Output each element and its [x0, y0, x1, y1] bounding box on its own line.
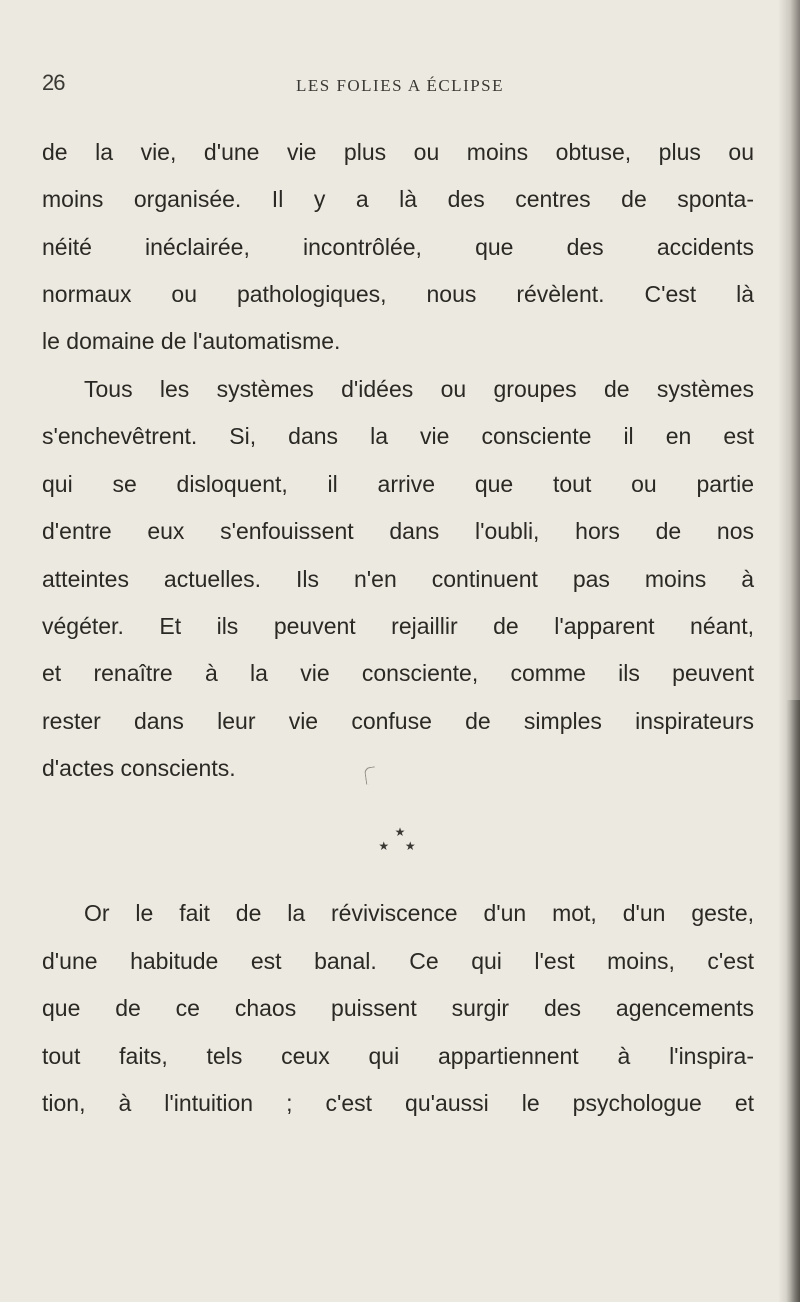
paragraph-2-line: et renaître à la vie consciente, comme ils peuvent: [42, 660, 754, 686]
paragraph-2-line: d'entre eux s'enfouissent dans l'oubli, hors de nos: [42, 518, 754, 544]
print-blemish-mark: [364, 766, 377, 784]
separator-star-top: ★: [394, 825, 406, 839]
paragraph-3-line: tout faits, tels ceux qui appartiennent à l'inspira-: [42, 1043, 754, 1069]
running-head-title: LES FOLIES A ÉCLIPSE: [295, 76, 505, 95]
paragraph-2-line: d'actes conscients.: [42, 755, 236, 781]
section-separator: [0, 825, 800, 855]
separator-stars-bottom: ★ ★: [378, 839, 422, 853]
paragraph-2-line: rester dans leur vie confuse de simples inspirateurs: [42, 708, 754, 734]
paragraph-2-line: végéter. Et ils peuvent rejaillir de l'apparent néant,: [42, 613, 754, 639]
paragraph-3-line: tion, à l'intuition ; c'est qu'aussi le psychologue et: [42, 1090, 754, 1116]
paragraph-2-line: Tous les systèmes d'idées ou groupes de systèmes: [84, 376, 754, 402]
paragraph-1-line: moins organisée. Il y a là des centres de sponta-: [42, 186, 754, 212]
paragraph-1-line: normaux ou pathologiques, nous révèlent. C'est là: [42, 281, 754, 307]
paragraph-3-line: Or le fait de la réviviscence d'un mot, d'un geste,: [84, 900, 754, 926]
paragraph-1-line: néité inéclairée, incontrôlée, que des accidents: [42, 234, 754, 260]
page-number: 26: [42, 70, 65, 95]
paragraph-3-line: d'une habitude est banal. Ce qui l'est moins, c'est: [42, 948, 754, 974]
page-edge-shadow-lower: [786, 700, 800, 1302]
paragraph-3-line: que de ce chaos puissent surgir des agencements: [42, 995, 754, 1021]
paragraph-2-line: s'enchevêtrent. Si, dans la vie consciente il en est: [42, 423, 754, 449]
paragraph-1-line: le domaine de l'automatisme.: [42, 328, 341, 354]
paragraph-2-line: qui se disloquent, il arrive que tout ou partie: [42, 471, 754, 497]
paragraph-2-line: atteintes actuelles. Ils n'en continuent pas moins à: [42, 566, 754, 592]
paragraph-1-line: de la vie, d'une vie plus ou moins obtuse, plus ou: [42, 139, 754, 165]
